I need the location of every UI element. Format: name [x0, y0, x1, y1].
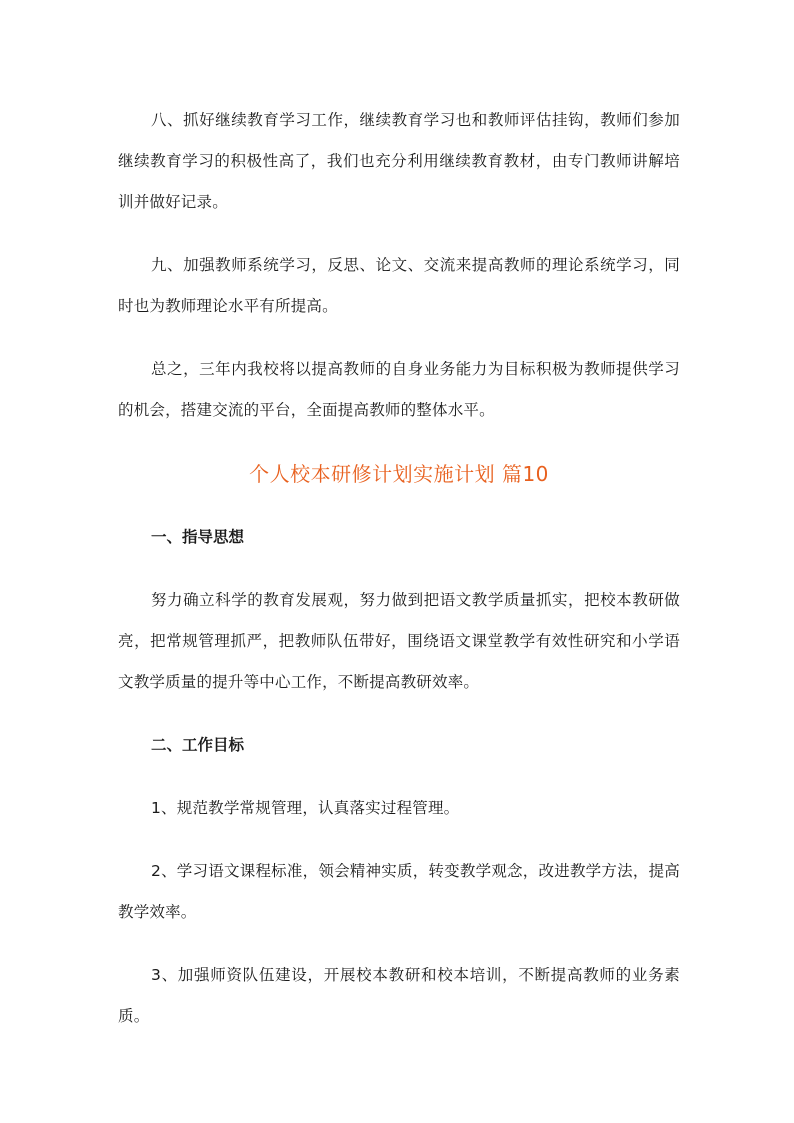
goal-item-3: 3、加强师资队伍建设，开展校本教研和校本培训，不断提高教师的业务素质。: [118, 966, 680, 1025]
section-title: 个人校本研修计划实施计划 篇10: [249, 462, 549, 486]
heading-guiding-ideology: 一、指导思想: [151, 528, 245, 546]
paragraph-eight: 八、抓好继续教育学习工作，继续教育学习也和教师评估挂钩，教师们参加继续教育学习的积极性高了，我们也充分利用继续教育教材，由专门教师讲解培训并做好记录。: [118, 111, 680, 211]
paragraph-summary: 总之，三年内我校将以提高教师的自身业务能力为目标积极为教师提供学习的机会，搭建交流的平台，全面提高教师的整体水平。: [118, 360, 680, 419]
heading-work-goals: 二、工作目标: [151, 736, 245, 754]
paragraph-guiding-ideology: 努力确立科学的教育发展观，努力做到把语文教学质量抓实，把校本教研做亮，把常规管理抓严，把教师队伍带好，围绕语文课堂教学有效性研究和小学语文教学质量的提升等中心工作，不断提高教研效率。: [118, 591, 680, 691]
document-page: [118, 100, 680, 1037]
goal-item-1: 1、规范教学常规管理，认真落实过程管理。: [151, 799, 460, 817]
paragraph-nine: 九、加强教师系统学习，反思、论文、交流来提高教师的理论系统学习，同时也为教师理论水平有所提高。: [118, 256, 680, 315]
goal-item-2: 2、学习语文课程标准，领会精神实质，转变教学观念，改进教学方法，提高教学效率。: [118, 862, 680, 921]
